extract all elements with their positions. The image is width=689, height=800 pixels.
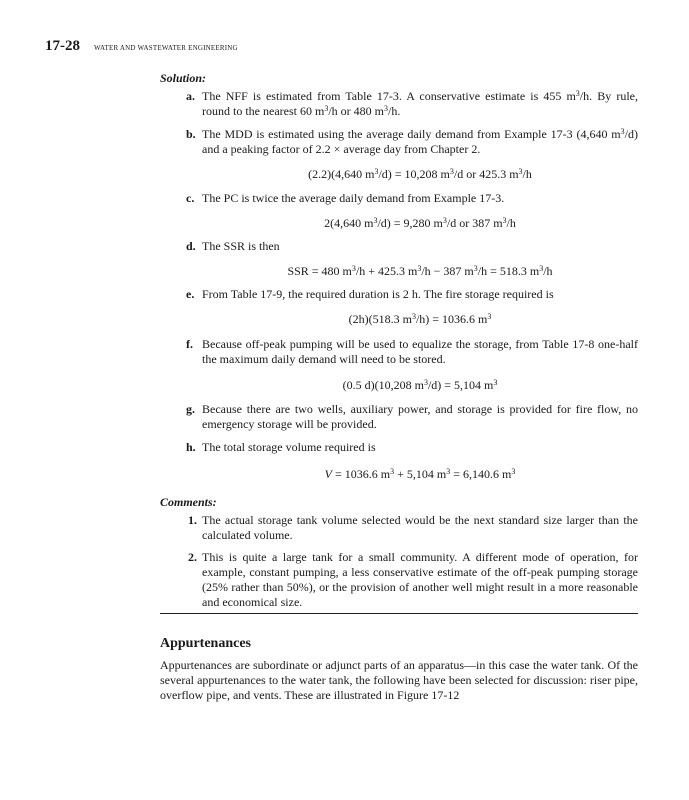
- cube-sup: 3: [449, 167, 454, 176]
- eq-h-part-2: + 5,104 m: [394, 467, 447, 481]
- cube-sup: 3: [575, 89, 580, 98]
- appurtenances-heading: Appurtenances: [160, 636, 252, 651]
- step-a-text-2: /h. By rule, round to the nearest 60 m: [202, 89, 638, 118]
- eq-d-part-2: /h + 425.3 m: [355, 264, 418, 278]
- cube-sup: 3: [411, 312, 416, 321]
- equation-fire-storage: [160, 311, 638, 327]
- solution-label: Solution:: [160, 71, 207, 85]
- running-head: WATER AND WASTEWATER ENGINEERING: [94, 44, 238, 52]
- step-e-text: From Table 17-9, the required duration is 2 h. The fire storage required is: [202, 287, 554, 301]
- step-b-marker: b.: [186, 127, 196, 141]
- step-a-text-3: /h or 480 m: [328, 104, 384, 118]
- cube-sup: 3: [374, 167, 379, 176]
- eq-b-part-2: /d) = 10,208 m: [378, 167, 450, 181]
- eq-b-part-3: /d or 425.3 m: [453, 167, 519, 181]
- cube-sup: 3: [351, 264, 356, 273]
- eq-f-part-2: /d) = 5,104 m: [427, 378, 494, 392]
- cube-sup: 3: [473, 264, 478, 273]
- cube-sup: 3: [383, 104, 388, 113]
- equation-total-volume: [160, 466, 638, 482]
- eq-b-part-1: (2.2)(4,640 m: [308, 167, 375, 181]
- cube-sup: 3: [417, 264, 422, 273]
- cube-sup: 3: [539, 264, 544, 273]
- cube-sup: 3: [511, 467, 516, 476]
- cube-sup: 3: [446, 467, 451, 476]
- eq-e-part-2: /h) = 1036.6 m: [415, 312, 488, 326]
- step-c-marker: c.: [186, 191, 195, 205]
- comment-1: [160, 513, 638, 543]
- comment-1-marker: 1.: [188, 513, 197, 527]
- eq-h-part-3: = 6,140.6 m: [450, 467, 512, 481]
- cube-sup: 3: [373, 216, 378, 225]
- eq-h-part-1: = 1036.6 m: [332, 467, 391, 481]
- eq-d-part-4: /h = 518.3 m: [477, 264, 540, 278]
- step-h: [160, 440, 638, 455]
- comment-1-text: The actual storage tank volume selected would be the next standard size larger than the calculated volume.: [202, 513, 638, 542]
- step-b-text-1: The MDD is estimated using the average daily demand from Example 17-3 (4,640 m: [202, 127, 621, 141]
- step-g: [160, 402, 638, 432]
- page-number: 17-28: [45, 38, 80, 54]
- step-c-text: The PC is twice the average daily demand from Example 17-3.: [202, 191, 505, 205]
- equation-ssr: [160, 263, 638, 279]
- cube-sup: 3: [423, 378, 428, 387]
- eq-c-part-1: 2(4,640 m: [324, 216, 374, 230]
- cube-sup: 3: [493, 378, 498, 387]
- eq-c-part-4: /h: [506, 216, 516, 230]
- section-divider: [160, 613, 638, 614]
- step-f: [160, 337, 638, 367]
- cube-sup: 3: [518, 167, 523, 176]
- step-a: [160, 89, 638, 119]
- step-b-text-2: /d) and a peaking factor of 2.2 × average day from Chapter 2.: [202, 127, 638, 156]
- step-d-text: The SSR is then: [202, 239, 280, 253]
- step-f-marker: f.: [186, 337, 193, 351]
- eq-e-part-1: (2h)(518.3 m: [348, 312, 412, 326]
- step-f-text: Because off-peak pumping will be used to equalize the storage, from Table 17-8 one-half the maximum daily demand will need to be stored.: [202, 337, 638, 366]
- comment-2-text: This is quite a large tank for a small community. A different mode of operation, for example, constant pumping, a less conservative estimate of the off-peak pumping storage (25% rather than 50%), or the provision of another well might result in a more reasonable and economical size.: [202, 550, 638, 609]
- step-g-text: Because there are two wells, auxiliary power, and storage is provided for fire flow, no emergency storage will be provided.: [202, 402, 638, 431]
- step-a-text-4: /h.: [387, 104, 401, 118]
- cube-sup: 3: [390, 467, 395, 476]
- cube-sup: 3: [502, 216, 507, 225]
- step-e-marker: e.: [186, 287, 195, 301]
- page-body: [160, 71, 638, 703]
- step-h-marker: h.: [186, 440, 196, 454]
- eq-c-part-3: /d or 387 m: [446, 216, 503, 230]
- eq-d-part-1: SSR = 480 m: [287, 264, 352, 278]
- appurtenances-paragraph: Appurtenances are subordinate or adjunct parts of an apparatus—in this case the water tank. Of the several appurtenances to the water tank, the following have been selected for discussion: riser pipe, overflow pipe, and vents. These are illustrated in Figure 17-12: [160, 658, 638, 702]
- cube-sup: 3: [620, 127, 625, 136]
- equation-equalization-storage: [160, 377, 638, 393]
- step-b: [160, 127, 638, 157]
- cube-sup: 3: [487, 312, 492, 321]
- eq-b-part-4: /h: [522, 167, 532, 181]
- cube-sup: 3: [442, 216, 447, 225]
- comment-2-marker: 2.: [188, 550, 197, 564]
- comments-label: Comments:: [160, 495, 217, 509]
- eq-f-part-1: (0.5 d)(10,208 m: [342, 378, 424, 392]
- step-a-text-1: The NFF is estimated from Table 17-3. A conservative estimate is 455 m: [202, 89, 576, 103]
- equation-mdd: [160, 166, 638, 182]
- step-h-text: The total storage volume required is: [202, 440, 376, 454]
- step-d: [160, 239, 638, 254]
- step-e: [160, 287, 638, 302]
- equation-pc: [160, 215, 638, 231]
- eq-d-part-3: /h − 387 m: [421, 264, 474, 278]
- page-header: [45, 38, 645, 55]
- eq-d-part-5: /h: [543, 264, 553, 278]
- step-g-marker: g.: [186, 402, 195, 416]
- step-d-marker: d.: [186, 239, 196, 253]
- cube-sup: 3: [324, 104, 329, 113]
- volume-symbol: V: [324, 467, 332, 481]
- eq-c-part-2: /d) = 9,280 m: [377, 216, 443, 230]
- step-c: [160, 191, 638, 206]
- comment-2: [160, 550, 638, 610]
- step-a-marker: a.: [186, 89, 195, 103]
